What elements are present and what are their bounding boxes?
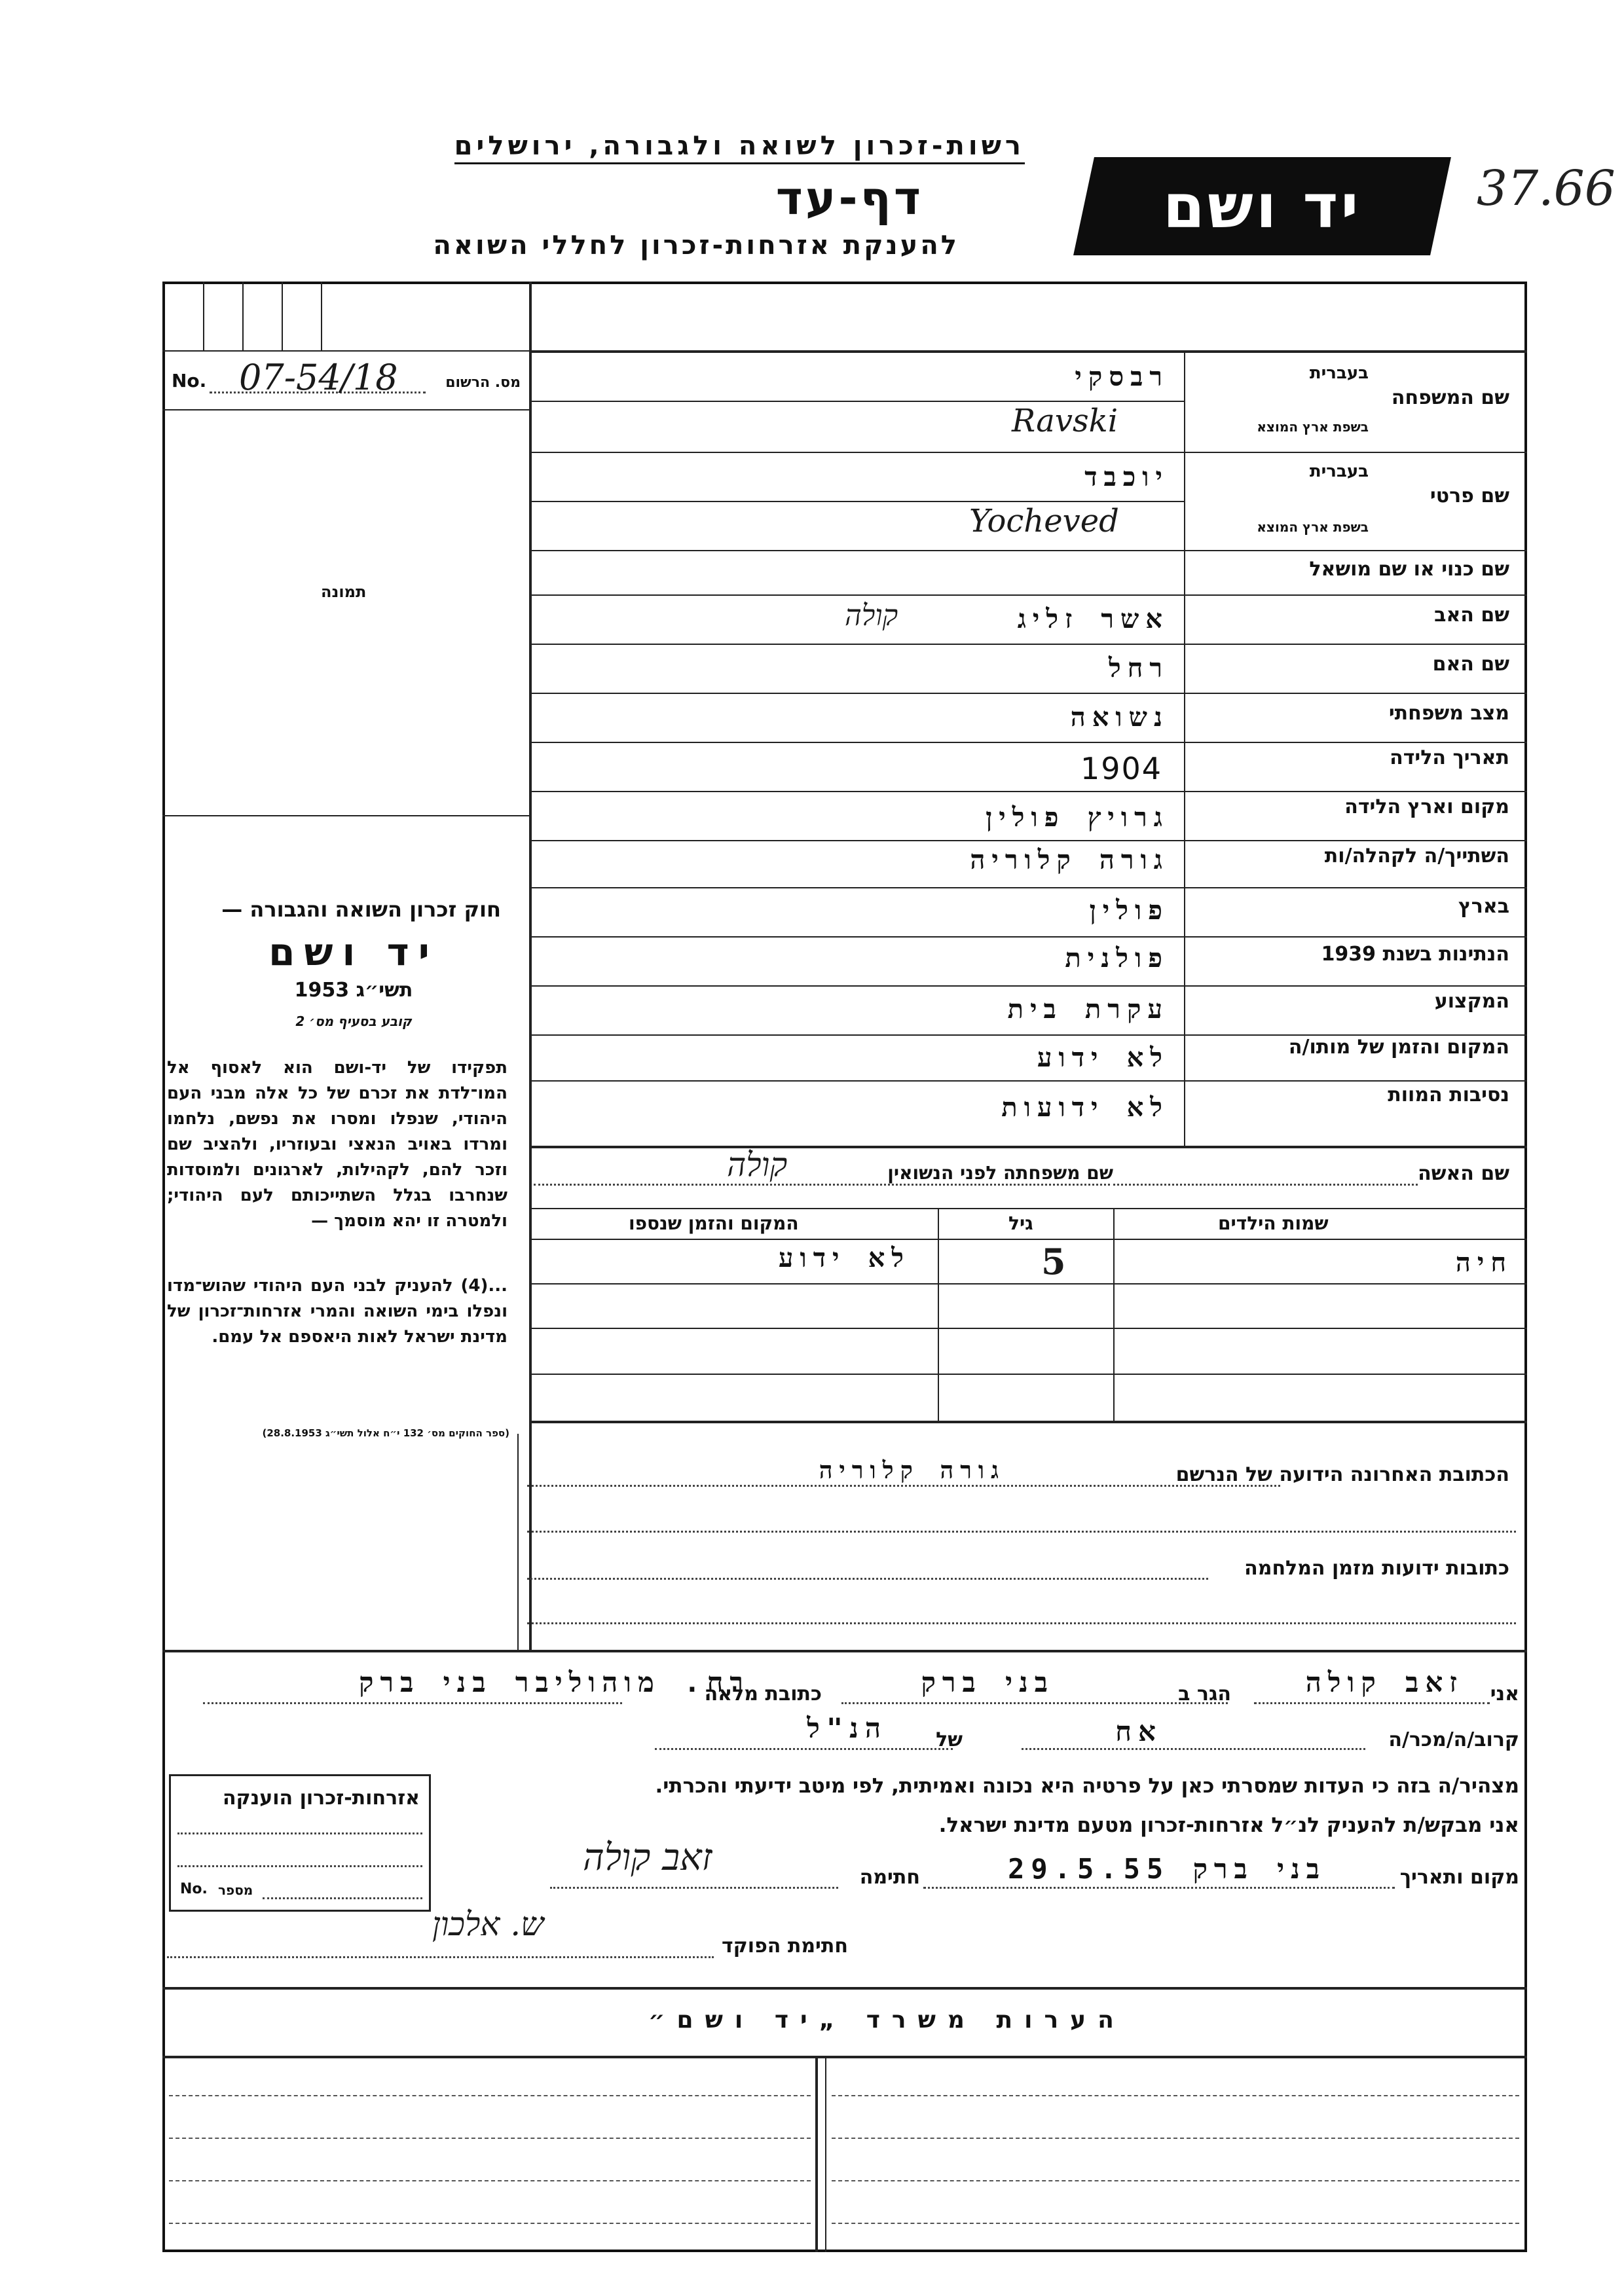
declarant-address-label: כתובת מלאה [704,1683,822,1705]
declarant-address: רח. מוהוליבר בני ברק [359,1666,750,1698]
child-1-name: חיה [1455,1248,1513,1278]
declarant-resides: בני ברק [921,1666,1054,1698]
first-name-he: יוכבד [1084,462,1169,492]
father-value: אשר זליג [1017,604,1169,634]
law-title: חוק זכרון השואה והגבורה — [221,897,501,922]
mother-label: שם האם [1432,653,1509,676]
last-address-value: גורה קלוריה [819,1457,1005,1484]
death-cause-label: נסיבות המוות [1388,1084,1509,1106]
birth-place-label: מקום וארץ הלידה [1344,795,1509,818]
first-name-lang-he: בעברית [1309,462,1369,481]
registration-label: מס. הרשום [445,374,521,391]
family-name-he: רבסקי [1075,362,1169,392]
father-note: קולה [845,599,898,632]
first-name-local: Yocheved [969,503,1119,539]
marital-value: נשואה [1070,702,1169,733]
declarant-resides-label: הגר ב [1178,1683,1231,1705]
declarant-of-value: הנ"ל [807,1712,887,1744]
signature-value: זאב קולה [583,1836,712,1879]
country-label: בארץ [1458,895,1509,918]
registration-no-value: 07-54/18 [239,357,398,398]
law-paragraph-1: תפקידו של יד-ושם הוא לאסוף אל המו־לדת את זכרם של כל אלה מבני העם היהודי, שנפלו ומסרו את נפשם, נלחמו ומרדו באויב הנאצי ובעוזריו, ולהציב שם וזכר להם, לקהילות, לארגונים ולמוסדות שנחרבו בגלל השתייכותם לעם היהודי; ולמטרה זו יהא מוסמך — [167,1058,507,1231]
death-place-value: לא ידוע [1037,1043,1169,1073]
citizenship-label: הנתינות בשנת 1939 [1321,943,1509,966]
child-1-age: 5 [1041,1241,1066,1283]
citizenship-box-title: אזרחות-זכרון הוענקה [222,1787,420,1810]
signature-label: חתימה [859,1866,920,1889]
yad-vashem-logo [1073,157,1451,255]
wife-label: שם האשה [1418,1162,1509,1185]
declarant-of-label: של [936,1728,963,1751]
profession-label: המקצוע [1434,990,1509,1013]
war-address-label: כתובות ידועות מזמן המלחמה [1244,1557,1509,1580]
wife-maiden-label: שם משפחתה לפני הנשואין [887,1162,1113,1184]
registration-no-label: No. [172,370,207,392]
family-name-label: שם המשפחה [1391,386,1509,409]
law-source: (ספר החוקים מס׳ 132 י״ח אלול תשי״ג 28.8.1953) [262,1427,509,1439]
place-date-value: בני ברק 29.5.55 [1008,1853,1326,1885]
birth-date-label: תאריך הלידה [1390,746,1509,769]
citizenship-box-no: No. [180,1881,208,1897]
request-text: אני מבקש/ת להעניק לנ״ל אזרחות-זכרון מטעם מדינת ישראל. [938,1813,1519,1837]
law-clause: קובע בסעיף מס׳ 2 [295,1013,412,1029]
law-name: יד ושם [268,930,439,974]
birth-place-value: גרויץ פולין [986,803,1169,833]
logo-text: יד ושם [1163,171,1361,242]
file-number: 37.66 [1477,160,1615,217]
declarant-relation-label: קרוב/ה/מכר/ה [1388,1728,1519,1751]
profession-value: עקרת בית [1007,994,1169,1025]
form-subtitle: להענקת אזרחות-זכרון לחללי השואה [433,230,959,261]
declarant-i-label: אני [1490,1683,1519,1705]
death-place-label: המקום והזמן של מותו/ה [1288,1036,1509,1059]
place-date-label: מקום ותאריך [1399,1866,1519,1889]
nickname-label: שם כנוי או שם מושאל [1309,558,1509,581]
father-label: שם האב [1434,604,1509,627]
declaration-text: מצהיר/ה בזה כי העדות שמסרתי כאן על פרטיה היא נכונה ואמיתית, לפי מיטב ידיעתי והכרתי. [655,1774,1519,1798]
first-name-lang-local: בשפת ארץ המוצא [1257,519,1369,535]
community-value: גורה קלוריה [970,845,1169,875]
law-paragraph-2: ...(4) להעניק לבני העם היהודי שהוש־מדו ונפלו בימי השואה והמרי אזרחות־זכרון של מדינת ישראל לאות היאספם אל עמם. [167,1276,507,1347]
family-name-local: Ravski [1012,403,1118,439]
child-1-place: לא ידוע [778,1243,910,1273]
citizenship-box-no-he: מספר [218,1882,253,1898]
marital-label: מצב משפחתי [1388,702,1509,725]
community-label: השתייך/ה לקהלה/ות [1324,845,1509,867]
office-notes-title: הערות משרד „יד ושם״ [648,2007,1126,2033]
citizenship-granted-box [169,1774,431,1912]
family-name-lang-local: בשפת ארץ המוצא [1257,419,1369,435]
officer-signature: ש. אלכון [432,1905,544,1943]
first-name-label: שם פרטי [1430,484,1509,507]
mother-value: רחל [1108,653,1169,683]
wife-maiden-value: קולה [727,1146,788,1184]
last-address-label: הכתובת האחרונה הידועה של הנרשם [1175,1463,1509,1486]
children-header-place: המקום והזמן שנספו [629,1212,799,1234]
law-year: תשי״ג 1953 [294,979,413,1002]
birth-date-value: 1904 [1080,751,1163,786]
declarant-relation: אח [1115,1715,1162,1747]
authority-name: רשות-זכרון לשואה ולגבורה, ירושלים [454,131,1025,164]
declarant-name: זאב קולה [1305,1666,1464,1698]
officer-label: חתימת הפוקד [722,1935,848,1958]
family-name-lang-he: בעברית [1309,363,1369,383]
form-title: דף-עד [775,172,923,225]
country-value: פולין [1089,896,1169,926]
citizenship-value: פולנית [1065,943,1169,974]
photo-label: תמונה [321,583,367,601]
death-cause-value: לא ידועות [1001,1093,1169,1123]
children-header-age: גיל [1008,1212,1033,1234]
children-header-names: שמות הילדים [1218,1212,1329,1234]
